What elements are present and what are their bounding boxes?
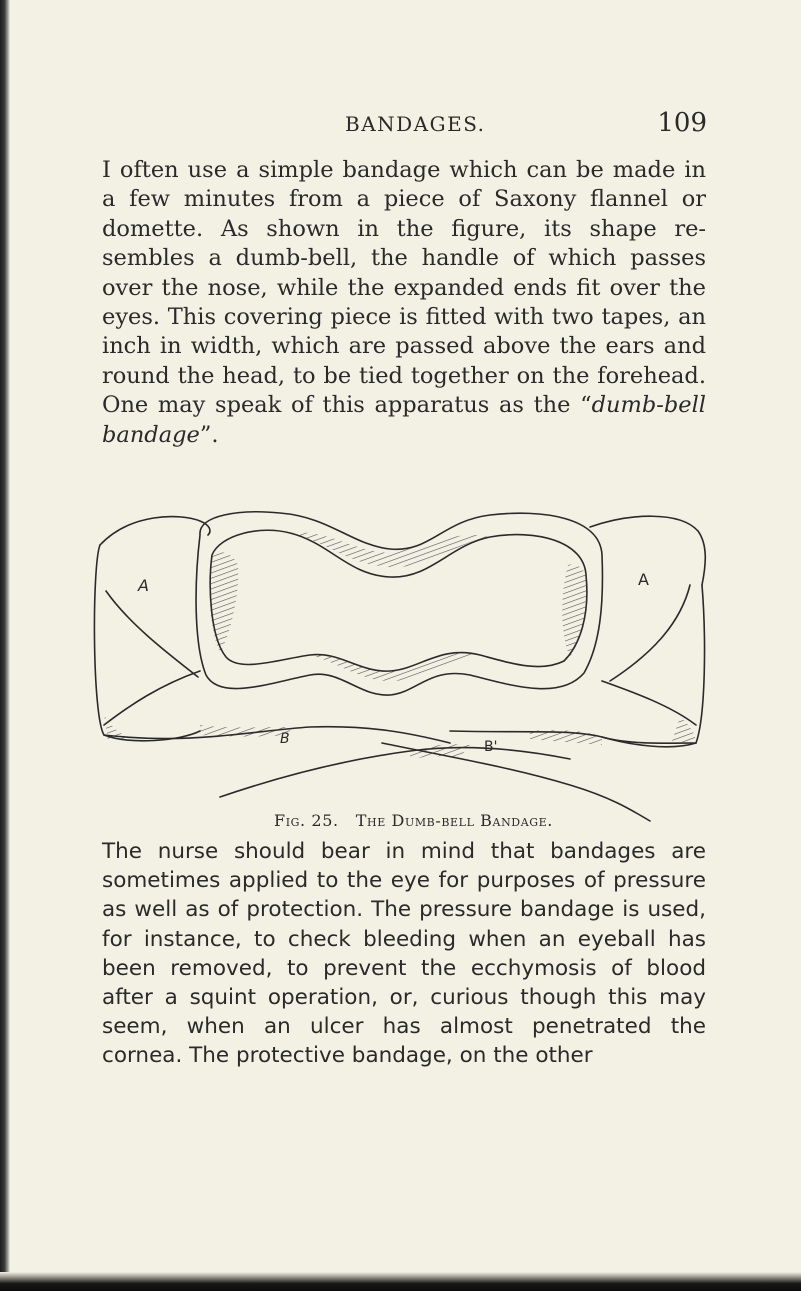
shade-tape-cross [410,744,470,759]
paragraph-1-closing: ”. [199,421,219,448]
tape-left-outer [94,545,200,741]
label-b-left: B [280,731,290,747]
tape-left-diagonal [106,591,198,677]
dumb-bell-outline [196,512,602,695]
paragraph-1-emphasis: dumb-bell bandage [102,392,706,448]
tape-left-lower-diagonal [104,671,200,725]
paragraph-2: The nurse should bear in mind that bandages are sometimes applied to the eye for purposes of pressure as well as of protection. The pressure bandage is used, for instance, to check bleeding when an eyeball has been removed, to prevent the ecchymosis of blood after a squint operation, or, curious though this may seem, when an ulcer has almost penetrated the cornea. The protective bandage, on the other [102,839,706,1069]
caption-title: The Dumb-bell Bandage. [355,811,553,830]
label-a-right: A [638,570,649,589]
running-head [0,108,801,142]
shade-left-lens [210,552,239,653]
tape-right-outer [602,585,704,747]
tape-left-upper [100,517,210,545]
paragraph-1 [102,156,706,450]
shade-bridge-top [290,533,490,568]
tape-lower-cross [220,748,570,797]
shade-right-lens [562,564,587,657]
running-title: BANDAGES. [345,112,486,136]
bottom-edge [0,1272,801,1291]
label-b-right: B' [484,739,498,755]
paragraph-1-text: I often use a simple bandage which can be made in a few minutes from a piece of Saxony flannel or domette. As shown in the figure, its shape resembles a dumb-bell, the handle of which passes over the nose, while the expanded ends fit over the eyes. This covering piece is fitted with two tapes, an inch in width, which are passed above the ears and round the head, to be tied together on the forehead. One may speak of this apparatus as the “ [102,157,706,419]
figure-caption [0,811,801,835]
tape-right-diagonal [610,585,690,681]
tape-right-lower-diagonal [602,681,696,725]
dumb-bell-bandage-figure [90,505,712,825]
shade-tape-left [200,725,290,737]
label-a-left: A [138,576,149,595]
caption-figure-number: Fig. 25. [274,811,339,830]
shade-tape-corner-right [672,717,696,743]
binding-edge [0,0,10,1291]
page-number: 109 [657,108,707,138]
shade-tape-corner-left [104,715,130,741]
shade-tape-right [530,730,602,745]
